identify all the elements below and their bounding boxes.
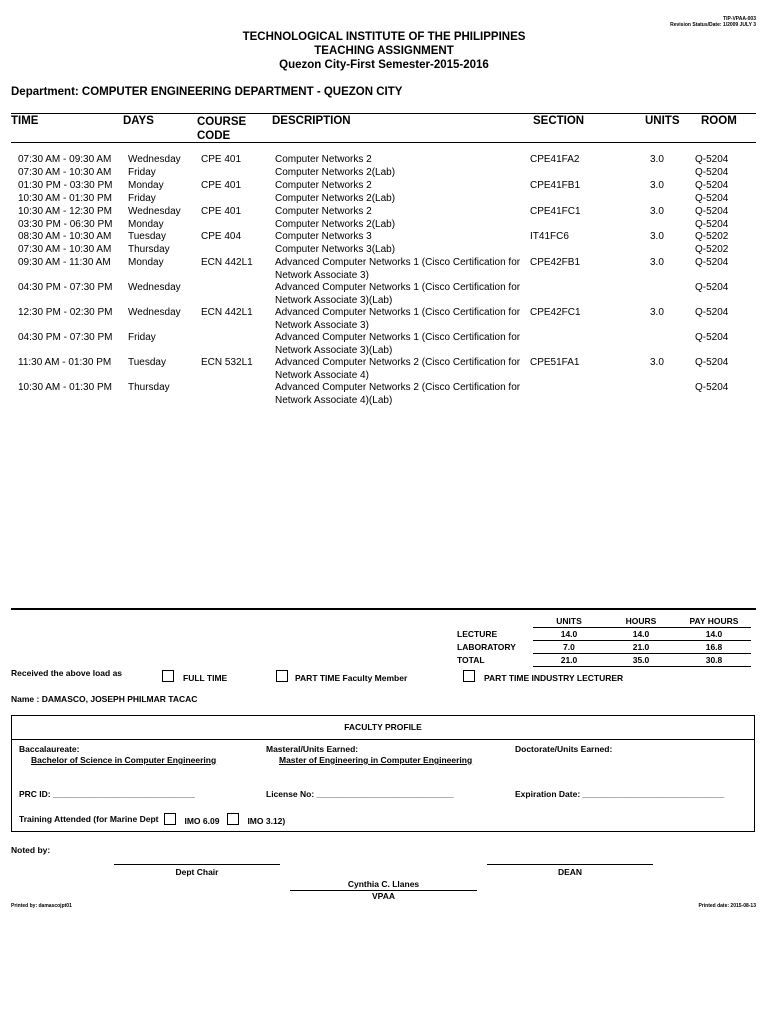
- imo-312-checkbox[interactable]: [227, 813, 239, 825]
- row-room: Q-5204: [695, 154, 729, 165]
- row-day: Friday: [128, 192, 156, 204]
- row-description-continued: Network Associate 4)(Lab): [275, 394, 393, 406]
- totals-pay: 14.0: [677, 628, 751, 641]
- dept-chair-label: Dept Chair: [175, 867, 219, 877]
- row-time: 12:30 PM - 02:30 PM: [18, 307, 113, 318]
- row-day: Friday: [128, 166, 156, 178]
- masteral-label: Masteral/Units Earned:: [266, 744, 359, 754]
- totals-hours: 14.0: [605, 628, 677, 641]
- row-units: 3.0: [650, 257, 664, 269]
- row-day: Wednesday: [128, 205, 181, 217]
- col-time: TIME: [11, 115, 39, 127]
- row-units: 3.0: [650, 179, 664, 191]
- row-description: Computer Networks 2(Lab): [275, 166, 396, 178]
- row-room: Q-5204: [695, 257, 729, 269]
- row-description: Computer Networks 2: [275, 154, 372, 165]
- col-units: UNITS: [645, 115, 680, 127]
- row-description-continued: Network Associate 4): [275, 369, 369, 381]
- row-description-continued: Network Associate 3)(Lab): [275, 344, 393, 356]
- row-section: CPE51FA1: [530, 356, 580, 368]
- totals-table: [456, 615, 751, 667]
- row-day: Thursday: [128, 381, 170, 393]
- totals-units: 7.0: [533, 641, 605, 654]
- row-section: IT41FC6: [530, 231, 569, 243]
- full-time-label: FULL TIME: [183, 673, 228, 683]
- row-room: Q-5202: [695, 244, 729, 256]
- col-section: SECTION: [533, 115, 585, 127]
- totals-pay: 16.8: [677, 641, 751, 654]
- faculty-profile-box: [11, 715, 755, 832]
- totals-hours: 21.0: [605, 641, 677, 654]
- row-day: Friday: [128, 331, 156, 343]
- row-day: Tuesday: [128, 356, 166, 368]
- row-time: 11:30 AM - 01:30 PM: [18, 356, 112, 368]
- col-description: DESCRIPTION: [272, 115, 351, 127]
- row-description: Advanced Computer Networks 1 (Cisco Certification for: [275, 257, 521, 269]
- row-description: Computer Networks 2: [275, 179, 372, 191]
- row-course-code: ECN 442L1: [201, 257, 253, 269]
- row-room: Q-5204: [695, 192, 729, 204]
- col-course-code-line2: CODE: [197, 130, 231, 142]
- row-room: Q-5204: [695, 331, 729, 343]
- row-day: Monday: [128, 218, 164, 230]
- row-day: Monday: [128, 179, 164, 191]
- row-time: 08:30 AM - 10:30 AM: [18, 231, 112, 243]
- row-description: Computer Networks 2: [275, 205, 372, 217]
- row-description: Computer Networks 3: [275, 231, 372, 243]
- part-time-industry-checkbox[interactable]: [463, 670, 475, 682]
- totals-hours: 35.0: [605, 654, 677, 667]
- row-course-code: CPE 401: [201, 179, 242, 191]
- row-time: 03:30 PM - 06:30 PM: [18, 218, 113, 230]
- header-top-rule: [11, 113, 756, 114]
- totals-header-hours: HOURS: [625, 616, 657, 626]
- row-course-code: ECN 442L1: [201, 307, 253, 318]
- row-time: 01:30 PM - 03:30 PM: [18, 179, 113, 191]
- row-section: CPE42FB1: [530, 257, 581, 269]
- row-units: 3.0: [650, 154, 664, 165]
- row-day: Tuesday: [128, 231, 166, 243]
- license-no-field[interactable]: License No: _____________________________: [266, 789, 454, 799]
- part-time-option[interactable]: [276, 669, 407, 683]
- institution-name: TECHNOLOGICAL INSTITUTE OF THE PHILIPPINES: [242, 31, 526, 43]
- row-units: 3.0: [650, 205, 664, 217]
- totals-label: LECTURE: [457, 629, 498, 639]
- row-time: 04:30 PM - 07:30 PM: [18, 331, 113, 343]
- term-label: Quezon City-First Semester-2015-2016: [279, 59, 489, 71]
- row-units: 3.0: [650, 231, 664, 243]
- row-room: Q-5204: [695, 282, 729, 294]
- totals-divider: [11, 608, 756, 610]
- row-description-continued: Network Associate 3)(Lab): [275, 294, 393, 306]
- training-label: Training Attended (for Marine Dept: [19, 814, 159, 824]
- form-code-block: [670, 16, 756, 28]
- part-time-industry-option[interactable]: [463, 669, 623, 683]
- vpaa-label: VPAA: [372, 891, 395, 901]
- row-description-continued: Network Associate 3): [275, 270, 369, 282]
- row-section: CPE42FC1: [530, 307, 581, 318]
- imo-312-label: IMO 3.12): [247, 816, 286, 826]
- row-course-code: CPE 401: [201, 205, 242, 217]
- prc-id-field[interactable]: PRC ID: ______________________________: [19, 789, 195, 799]
- row-time: 10:30 AM - 01:30 PM: [18, 381, 112, 393]
- faculty-name: Name : DAMASCO, JOSEPH PHILMAR TACAC: [11, 694, 198, 704]
- row-description: Computer Networks 2(Lab): [275, 218, 396, 230]
- row-room: Q-5204: [695, 307, 729, 318]
- row-description: Computer Networks 3(Lab): [275, 244, 396, 256]
- dean-signature-line: [487, 864, 653, 865]
- totals-label: TOTAL: [457, 655, 485, 665]
- row-day: Wednesday: [128, 154, 181, 165]
- part-time-checkbox[interactable]: [276, 670, 288, 682]
- row-time: 10:30 AM - 01:30 PM: [18, 192, 112, 204]
- totals-header-units: UNITS: [556, 616, 582, 626]
- row-room: Q-5204: [695, 218, 729, 230]
- noted-by-label: Noted by:: [11, 845, 51, 855]
- row-room: Q-5204: [695, 356, 729, 368]
- row-time: 07:30 AM - 09:30 AM: [18, 154, 112, 165]
- dept-chair-signature-line: [114, 864, 280, 865]
- form-code: TIP-VPAA-003: [723, 16, 756, 22]
- vpaa-name: Cynthia C. Llanes: [347, 879, 420, 889]
- totals-header-pay: PAY HOURS: [689, 616, 739, 626]
- row-description: Advanced Computer Networks 2 (Cisco Certification for: [275, 356, 521, 368]
- row-description: Advanced Computer Networks 1 (Cisco Certification for: [275, 282, 521, 294]
- row-section: CPE41FA2: [530, 154, 580, 165]
- row-section: CPE41FC1: [530, 205, 581, 217]
- row-day: Wednesday: [128, 307, 181, 318]
- document-title: TEACHING ASSIGNMENT: [314, 45, 454, 57]
- row-day: Monday: [128, 257, 164, 269]
- row-room: Q-5204: [695, 381, 729, 393]
- row-room: Q-5202: [695, 231, 729, 243]
- totals-units: 21.0: [533, 654, 605, 667]
- col-course-code: [197, 115, 246, 143]
- row-time: 09:30 AM - 11:30 AM: [18, 257, 111, 269]
- baccalaureate-label: Baccalaureate:: [19, 744, 80, 754]
- row-description-continued: Network Associate 3): [275, 319, 369, 331]
- row-course-code: CPE 401: [201, 154, 242, 165]
- totals-label: LABORATORY: [457, 642, 516, 652]
- col-course-code-line1: COURSE: [197, 116, 247, 128]
- dean-label: DEAN: [557, 867, 583, 877]
- revision-status: Revision Status/Date: 1/2009 JULY 3: [670, 22, 756, 28]
- row-day: Wednesday: [128, 282, 181, 294]
- imo-609-checkbox[interactable]: [164, 813, 176, 825]
- department-label: Department: COMPUTER ENGINEERING DEPARTMENT - QUEZON CITY: [11, 86, 403, 98]
- row-time: 07:30 AM - 10:30 AM: [18, 166, 112, 178]
- printed-by: Printed by: damascojpt01: [11, 903, 72, 909]
- row-time: 10:30 AM - 12:30 PM: [18, 205, 112, 217]
- expiration-date-field[interactable]: Expiration Date: ______________________________: [515, 789, 725, 799]
- row-section: CPE41FB1: [530, 179, 581, 191]
- row-room: Q-5204: [695, 205, 729, 217]
- row-units: 3.0: [650, 356, 664, 368]
- col-room: ROOM: [701, 115, 737, 127]
- row-course-code: ECN 532L1: [201, 356, 253, 368]
- printed-date: Printed date: 2015-08-13: [698, 903, 756, 909]
- masteral-value: Master of Engineering in Computer Engineering: [279, 755, 473, 765]
- imo-609-label: IMO 6.09: [184, 816, 220, 826]
- totals-pay: 30.8: [677, 654, 751, 667]
- row-description: Advanced Computer Networks 1 (Cisco Certification for: [275, 331, 521, 343]
- part-time-industry-label: PART TIME INDUSTRY LECTURER: [484, 673, 624, 683]
- row-units: 3.0: [650, 307, 664, 318]
- baccalaureate-value: Bachelor of Science in Computer Engineering: [31, 755, 217, 765]
- row-room: Q-5204: [695, 179, 729, 191]
- full-time-checkbox[interactable]: [162, 670, 174, 682]
- part-time-label: PART TIME Faculty Member: [295, 673, 408, 683]
- row-day: Thursday: [128, 244, 170, 256]
- faculty-profile-title: FACULTY PROFILE: [12, 716, 754, 740]
- row-time: 04:30 PM - 07:30 PM: [18, 282, 113, 294]
- col-days: DAYS: [123, 115, 154, 127]
- totals-units: 14.0: [533, 628, 605, 641]
- row-description: Advanced Computer Networks 1 (Cisco Certification for: [275, 307, 521, 318]
- training-row: [19, 812, 285, 826]
- received-load-label: Received the above load as: [11, 668, 123, 678]
- row-time: 07:30 AM - 10:30 AM: [18, 244, 112, 256]
- header-bottom-rule: [11, 142, 756, 143]
- row-room: Q-5204: [695, 166, 729, 178]
- full-time-option[interactable]: [162, 669, 227, 683]
- row-description: Advanced Computer Networks 2 (Cisco Certification for: [275, 381, 521, 393]
- row-description: Computer Networks 2(Lab): [275, 192, 396, 204]
- doctorate-label: Doctorate/Units Earned:: [515, 744, 613, 754]
- row-course-code: CPE 404: [201, 231, 242, 243]
